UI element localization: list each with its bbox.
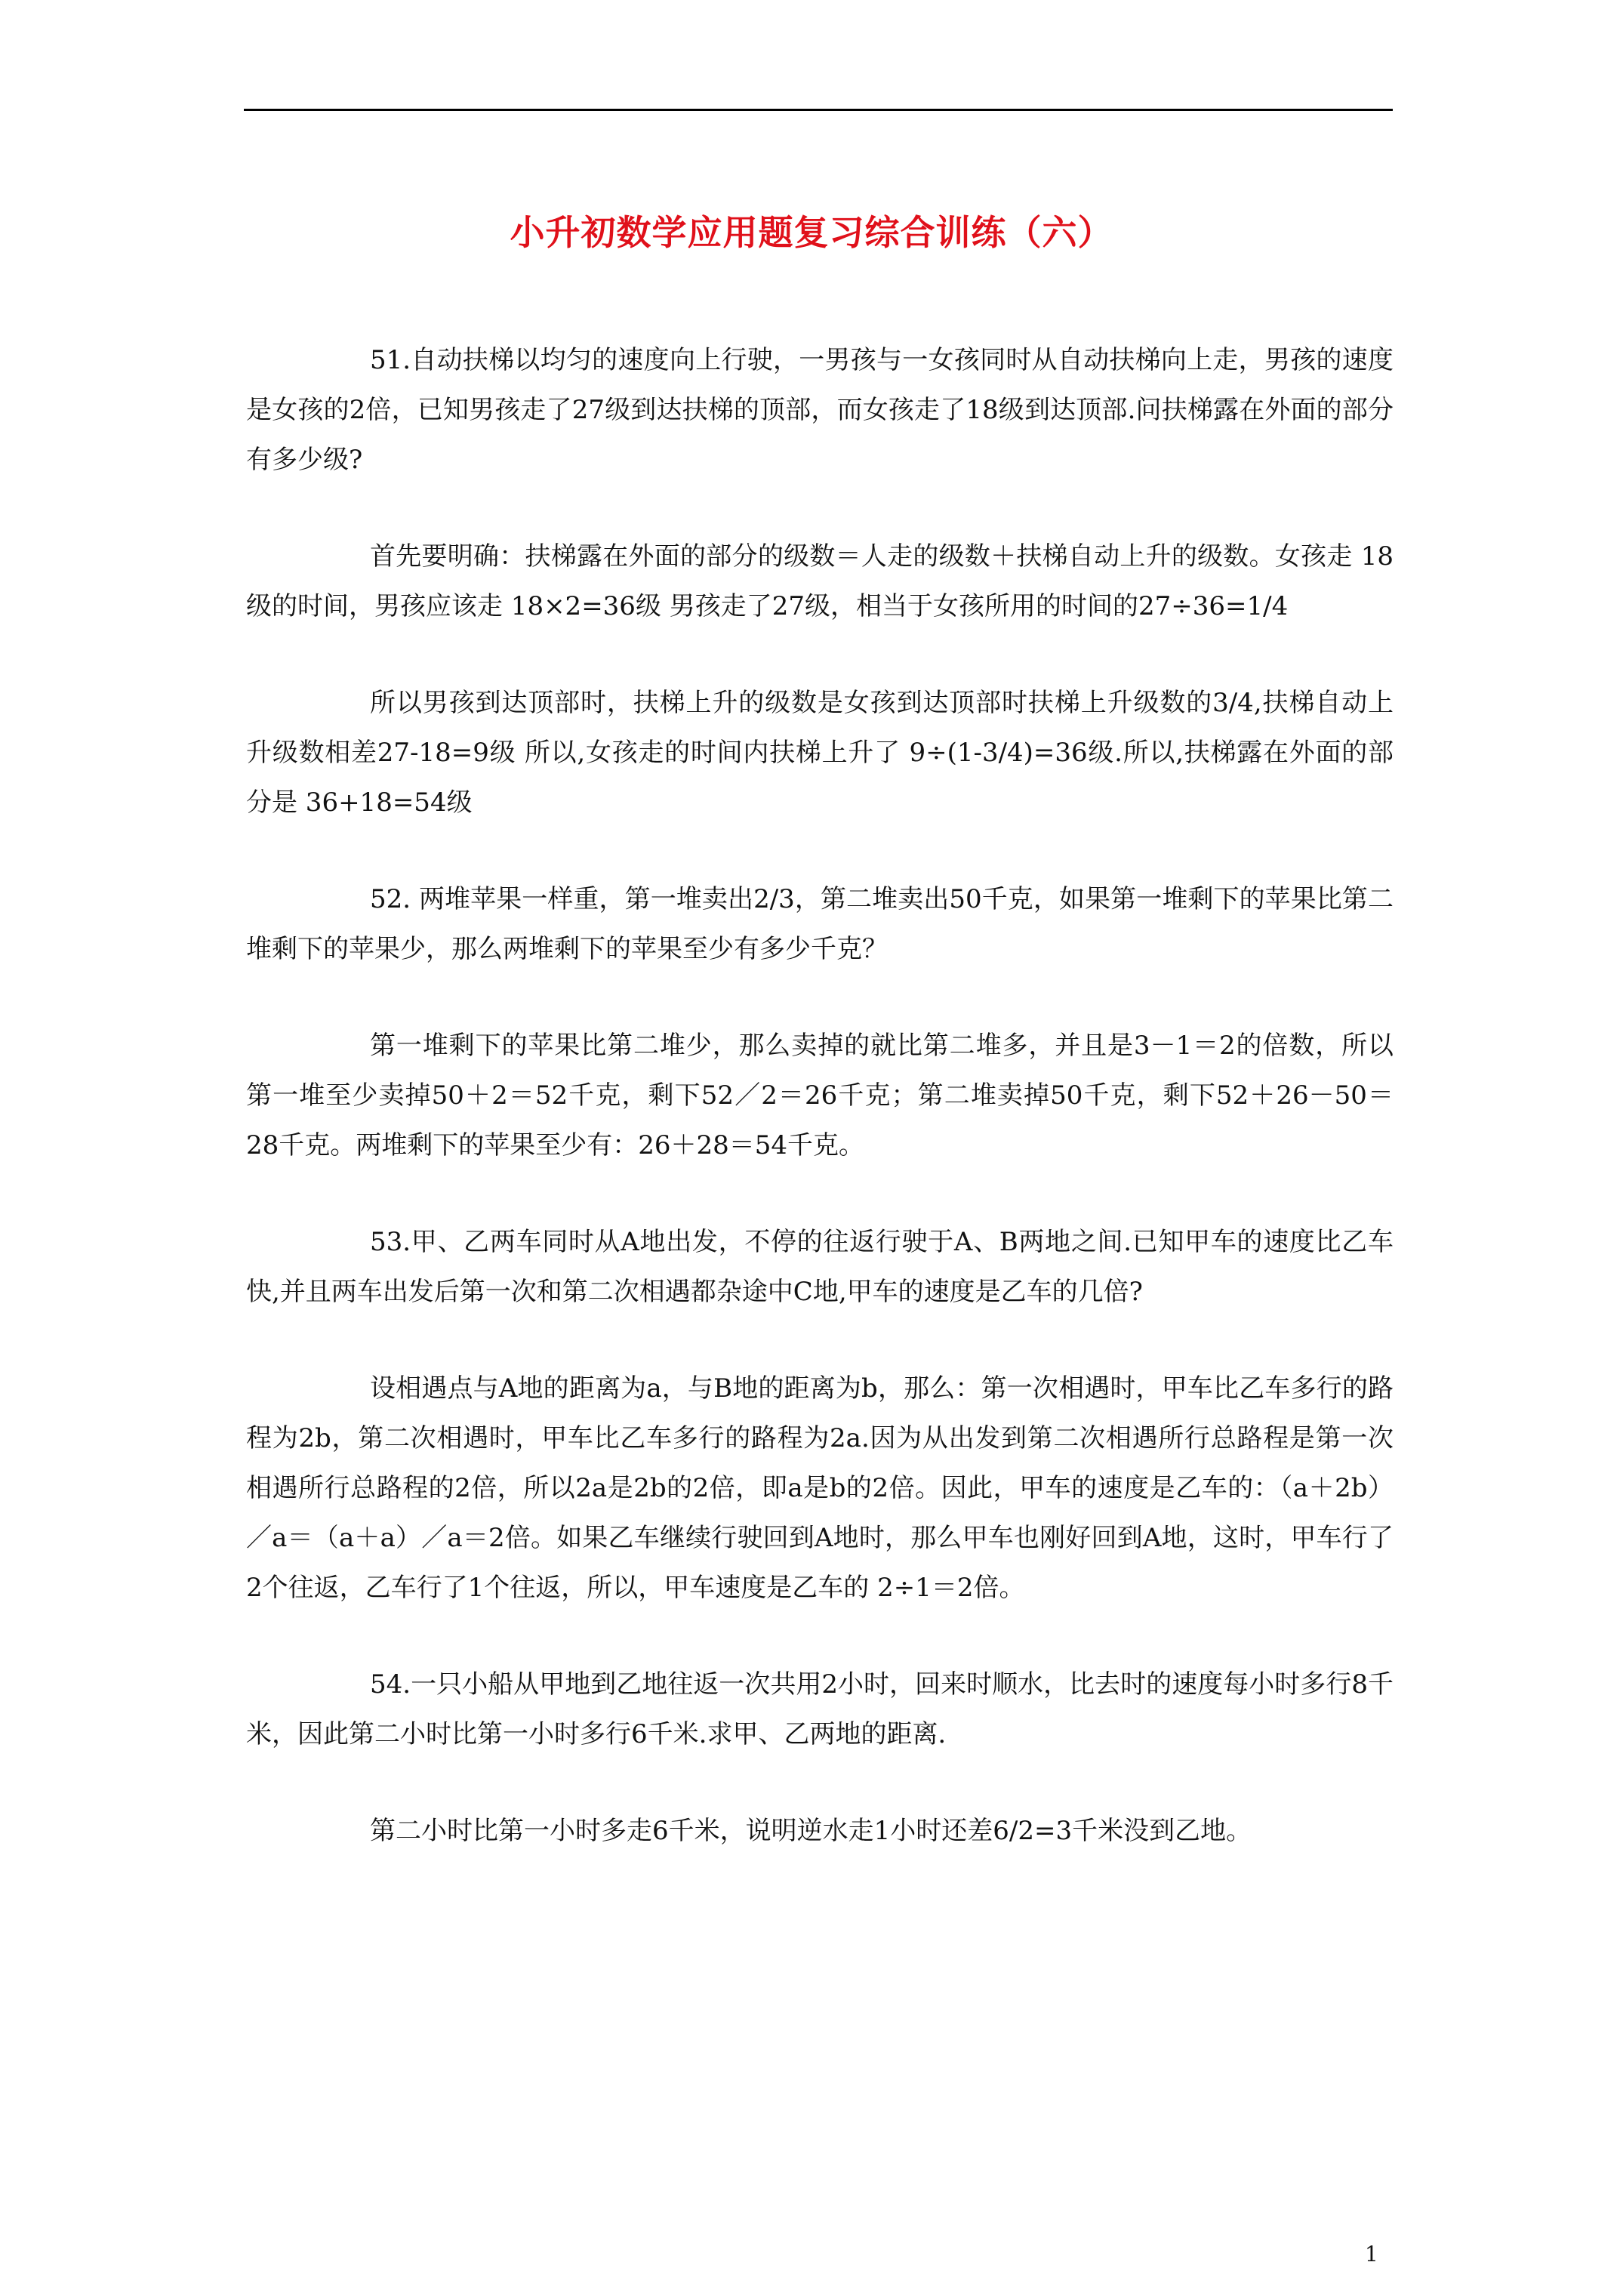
page-number: 1 [1365,2242,1378,2267]
paragraph-51-solution-1: 首先要明确：扶梯露在外面的部分的级数＝人走的级数＋扶梯自动上升的级数。女孩走 18级的时间，男孩应该走 18×2=36级 男孩走了27级，相当于女孩所用的时间的27÷36=1/4 [246,541,1394,621]
paragraph-52-solution: 第一堆剩下的苹果比第二堆少，那么卖掉的就比第二堆多，并且是3－1＝2的倍数，所以第一堆至少卖掉50＋2＝52千克，剩下52／2＝26千克；第二堆卖掉50千克，剩下52＋26－50＝28千克。两堆剩下的苹果至少有：26＋28＝54千克。 [246,1031,1394,1160]
page-title: 小升初数学应用题复习综合训练（六） [510,212,1113,253]
paragraph-52-question: 52. 两堆苹果一样重，第一堆卖出2/3，第二堆卖出50千克，如果第一堆剩下的苹果比第二堆剩下的苹果少，那么两堆剩下的苹果至少有多少千克？ [246,884,1394,964]
document-body [246,335,1394,1903]
paragraph-53-solution: 设相遇点与A地的距离为a，与B地的距离为b，那么：第一次相遇时，甲车比乙车多行的路程为2b，第二次相遇时，甲车比乙车多行的路程为2a.因为从出发到第二次相遇所行总路程是第一次相遇所行总路程的2倍，所以2a是2b的2倍，即a是b的2倍。因此，甲车的速度是乙车的：（a＋2b）／a＝（a＋a）／a＝2倍。如果乙车继续行驶回到A地时，那么甲车也刚好回到A地，这时，甲车行了2个往返，乙车行了1个往返，所以，甲车速度是乙车的 2÷1＝2倍。 [246,1373,1394,1603]
paragraph-51-solution-2: 所以男孩到达顶部时，扶梯上升的级数是女孩到达顶部时扶梯上升级数的3/4,扶梯自动上升级数相差27-18=9级 所以,女孩走的时间内扶梯上升了 9÷(1-3/4)=36级.所以,扶梯露在外面的部分是 36+18=54级 [246,688,1394,818]
header-rule [244,109,1393,111]
paragraph-51-question: 51.自动扶梯以均匀的速度向上行驶，一男孩与一女孩同时从自动扶梯向上走，男孩的速度是女孩的2倍，已知男孩走了27级到达扶梯的顶部，而女孩走了18级到达顶部.问扶梯露在外面的部分有多少级? [246,345,1394,475]
paragraph-53-question: 53.甲、乙两车同时从A地出发，不停的往返行驶于A、B两地之间.已知甲车的速度比乙车快,并且两车出发后第一次和第二次相遇都杂途中C地,甲车的速度是乙车的几倍? [246,1227,1394,1307]
paragraph-54-solution: 第二小时比第一小时多走6千米，说明逆水走1小时还差6/2=3千米没到乙地。 [370,1816,1252,1846]
paragraph-54-question: 54.一只小船从甲地到乙地往返一次共用2小时，回来时顺水，比去时的速度每小时多行8千米，因此第二小时比第一小时多行6千米.求甲、乙两地的距离. [246,1669,1394,1749]
